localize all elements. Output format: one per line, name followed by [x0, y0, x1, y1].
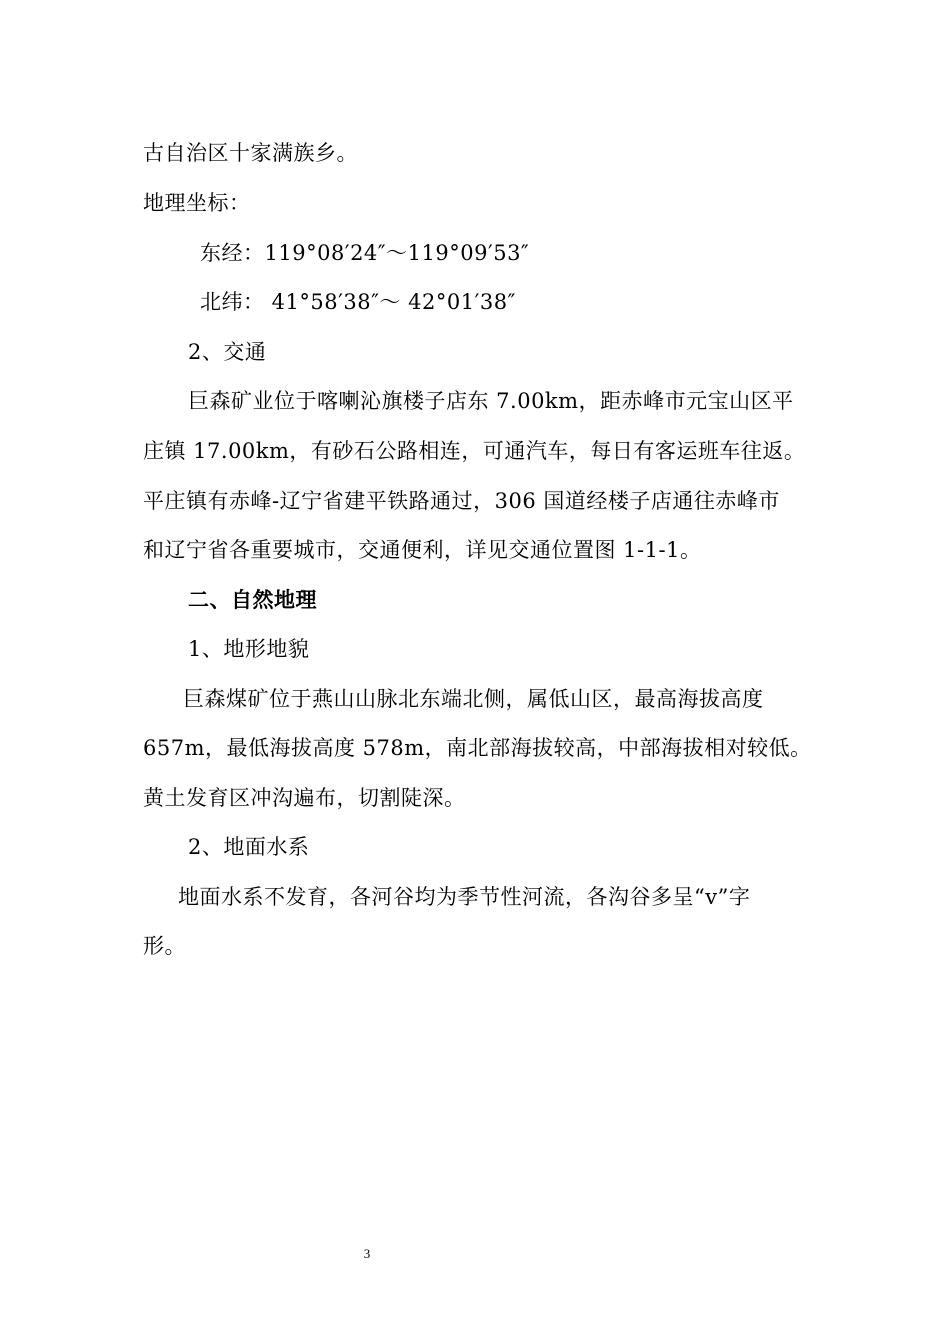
text-line: 地面水系不发育，各河谷均为季节性河流，各沟谷多呈“v”字	[178, 885, 751, 909]
text-line: 平庄镇有赤峰-辽宁省建平铁路通过，306 国道经楼子店通往赤峰市	[143, 489, 780, 513]
text-line: 巨森煤矿位于燕山山脉北东端北侧，属低山区，最高海拔高度	[183, 687, 764, 711]
text-line: 657m，最低海拔高度 578m，南北部海拔较高，中部海拔相对较低。	[143, 736, 812, 760]
text-line: 和辽宁省各重要城市，交通便利，详见交通位置图 1-1-1。	[143, 538, 702, 562]
latitude-line: 北纬： 41°58′38″～ 42°01′38″	[200, 290, 516, 314]
text-line: 地理坐标：	[143, 191, 251, 215]
subsection-heading: 2、交通	[188, 340, 267, 364]
text-line: 巨森矿业位于喀喇沁旗楼子店东 7.00km，距赤峰市元宝山区平	[188, 389, 794, 413]
section-heading: 二、自然地理	[188, 587, 317, 612]
text-line: 庄镇 17.00km，有砂石公路相连，可通汽车，每日有客运班车往返。	[143, 439, 806, 463]
page-number: 3	[363, 1246, 371, 1261]
text-line: 古自治区十家满族乡。	[143, 141, 358, 165]
subsection-heading: 1、地形地貌	[188, 637, 310, 661]
text-line: 形。	[143, 934, 186, 958]
longitude-line: 东经：119°08′24″～119°09′53″	[200, 241, 530, 265]
subsection-heading: 2、地面水系	[188, 835, 310, 859]
text-line: 黄土发育区冲沟遍布，切割陡深。	[143, 786, 466, 810]
